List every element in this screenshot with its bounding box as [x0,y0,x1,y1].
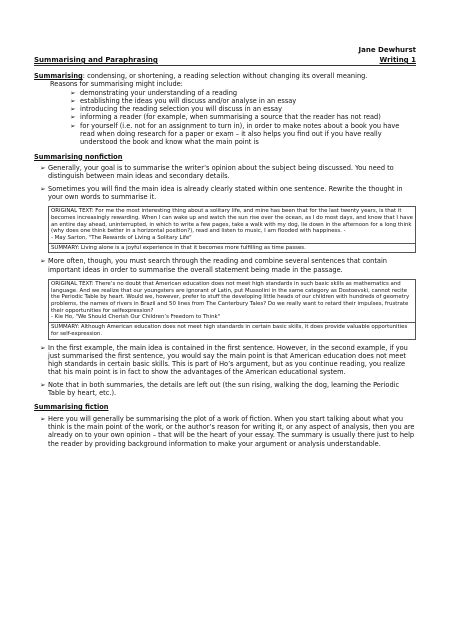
arrow-bullet-icon: ➢ [70,113,76,122]
original-text-cell [49,207,415,243]
point-text: Here you will generally be summarising the plot of a work of fiction. When you start talking about what you think is the main point of the work, or the author’s reason for writing it, or any aspect of analysis, then you are already on to your own opinion – that will be the heart of your essay. The summary is usually there just to help the reader by providing background information to make your argument or analysis understandable. [48,414,415,448]
arrow-bullet-icon: ➢ [40,380,46,389]
list-item [70,89,416,97]
list-item-text: establishing the ideas you will discuss and/or analyse in an essay [80,96,297,105]
definition-text: : condensing, or shortening, a reading selection without changing its overall meaning. [82,72,368,80]
point-text: Note that in both summaries, the details are left out (the sun rising, walking the dog, learning the Periodic Table by heart, etc.). [48,380,400,398]
arrow-bullet-icon: ➢ [40,184,46,193]
example-box-2 [48,279,416,340]
nonfiction-point [34,185,416,202]
author-name: Jane Dewhurst [358,46,416,54]
nonfiction-point [34,381,416,398]
list-item-text: for yourself (i.e. not for an assignment to turn in), in order to make notes about a book you have read when doing research for a paper or exam – it also helps you find out if you have really understood the book and know what the main point is [80,121,400,147]
summary-cell: SUMMARY: Although American education does not meet high standards in certain basic skills, it does provide valuable opportunities for self-expression. [49,322,415,338]
point-text: More often, though, you must search through the reading and combine several sentences that contain important ideas in order to summarise the overall statement being made in the passage. [48,257,387,274]
term-summarising: Summarising [34,72,83,80]
list-item-text: informing a reader (for example, when summarising a source that the reader has not read) [80,113,381,122]
summary-cell: SUMMARY: Living alone is a joyful experience in that it becomes more fulfilling as time passes. [49,243,415,253]
document-body [34,72,416,448]
point-text: Generally, your goal is to summarise the writer’s opinion about the subject being discussed. You need to distinguish between main ideas and secondary details. [48,163,394,181]
arrow-bullet-icon: ➢ [70,88,76,97]
list-item [70,122,416,147]
arrow-bullet-icon: ➢ [40,163,46,172]
nonfiction-point [34,344,416,377]
nonfiction-point [34,257,416,274]
nonfiction-point [34,164,416,181]
arrow-bullet-icon: ➢ [40,257,46,266]
original-text-cell [49,280,415,322]
example-box-1 [48,206,416,253]
list-item-text: demonstrating your understanding of a reading [80,88,238,97]
original-text: ORIGINAL TEXT: For me the most interesting thing about a solitary life, and mine has been that for the last twenty years, is that it becomes increasingly rewarding. When I can wake up and watch the sun rise over the ocean, as I do most days, and know that I have an entire day ahead, uninterrupted, in which to write a few pages, take a walk with my dog, lie down in the afternoon for a long think (why does one think better in a horizontal position?), read and listen to music, I am flooded with happiness. - [51,208,413,235]
reasons-label: Reasons for summarising might include: [50,80,183,89]
list-item-text: introducing the reading selection you will discuss in an essay [80,105,282,114]
point-text: In the first example, the main idea is contained in the first sentence. However, in the second example, if you just summarised the first sentence, you would say the main point is that American education does not meet high standards in certain basic skills. This is part of Ho’s argument, but as you continue reading, you realize that his main point is in fact to show the advantages of the American educational system. [48,343,408,377]
reasons-list [34,89,416,147]
arrow-bullet-icon: ➢ [70,96,76,105]
heading-nonfiction: Summarising nonfiction [34,152,123,161]
arrow-bullet-icon: ➢ [40,343,46,352]
arrow-bullet-icon: ➢ [70,121,76,130]
arrow-bullet-icon: ➢ [40,414,46,423]
list-item [70,97,416,105]
arrow-bullet-icon: ➢ [70,105,76,114]
point-text: Sometimes you will find the main idea is already clearly stated within one sentence. Rewrite the thought in your own words to summarise it. [48,184,403,201]
header-title: Summarising and Paraphrasing [34,56,158,64]
page-header [34,56,416,66]
intro-definition [34,72,416,80]
original-text: ORIGINAL TEXT: There’s no doubt that American education does not meet high standards in such basic skills as mathematics and language. And we realize that our youngsters are ignorant of Latin, put Mussolini in the same category as Dostoevski, cannot recite the Periodic Table by heart. Would we, however, prefer to stuff the developing little heads of our children with hundreds of geometry problems, the names of rivers in Brazil and 50 lines from The Canterbury Tales? Do we really want to retard their impulses, frustrate their opportunities for selfexpression? [51,280,410,314]
header-course: Writing 1 [379,56,416,64]
source-citation: - May Sarton, "The Rewards of Living a Solitary Life" [51,234,192,241]
list-item [70,105,416,113]
heading-fiction: Summarising fiction [34,403,109,412]
source-citation: - Kie Ho, "We Should Cherish Our Children’s Freedom to Think" [51,314,221,321]
fiction-point [34,415,416,448]
list-item [70,113,416,121]
